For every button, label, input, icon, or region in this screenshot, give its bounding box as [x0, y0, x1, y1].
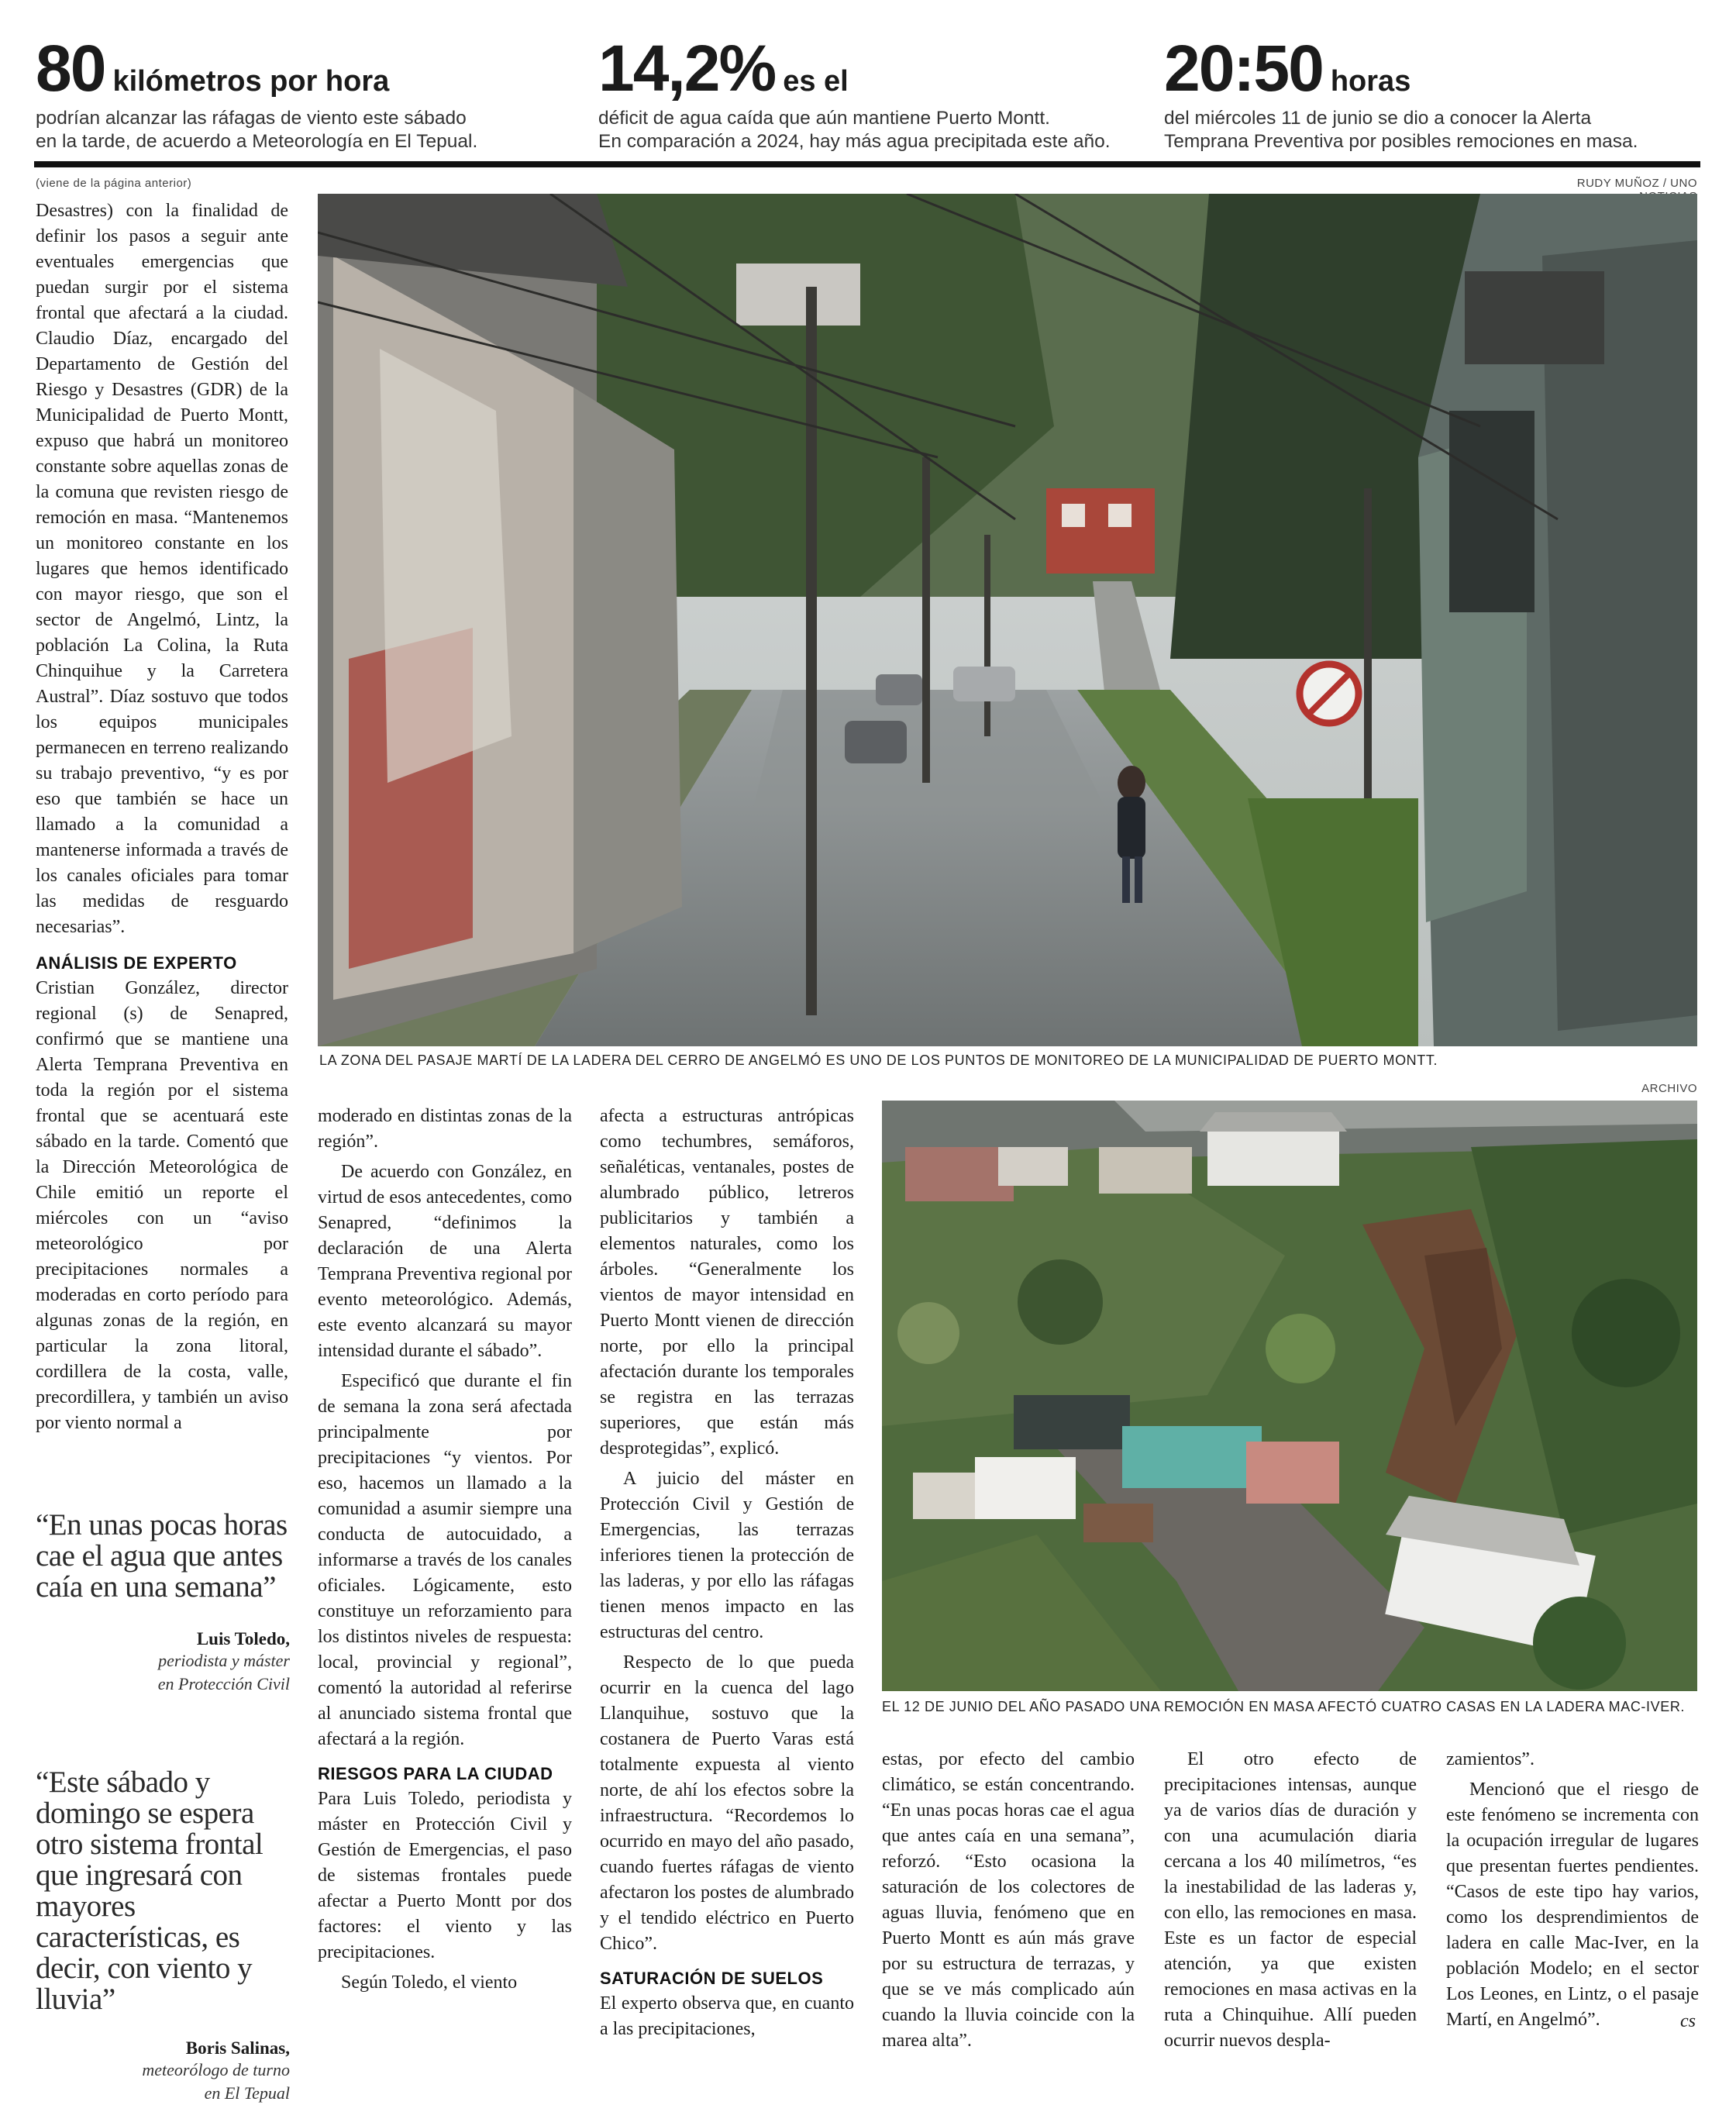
paragraph: Especificó que durante el fin de semana la zona será afectada principalmente por precipitaciones “y vientos. Por eso, hacemos un llamado a la comunidad a asumir siempre una conducta de autocuidado, a informarse a través de los canales oficiales. Lógicamente, esto constituye un reforzamiento para los distintos niveles de respuesta: local, provincial y regional”, comentó la autoridad al referirse al anunciado sistema frontal que afectará a la región. [318, 1371, 572, 1749]
article-column-4 [882, 1747, 1135, 2054]
photo-landslide-mac-iver [882, 1101, 1697, 1691]
quote-text: “En unas pocas horas cae el agua que antes caía en una semana” [36, 1508, 288, 1604]
section-heading: ANÁLISIS DE EXPERTO [36, 953, 237, 973]
quote-author-role: en Protección Civil [157, 1674, 290, 1693]
article-end-mark: cs [1680, 2011, 1696, 2031]
continuation-note: (viene de la página anterior) [36, 177, 192, 190]
quote-text: “Este sábado y domingo se espera otro sistema frontal que ingresará con mayores características, es decir, con viento y lluvia” [36, 1766, 264, 2016]
article-column-6 [1446, 1747, 1699, 2033]
fact-alert-time [1164, 32, 1638, 153]
quote-author-role: periodista y máster [158, 1651, 290, 1670]
fact-desc-line: en la tarde, de acuerdo a Meteorología en El Tepual. [36, 131, 478, 152]
fact-desc-line: déficit de agua caída que aún mantiene Puerto Montt. [598, 108, 1050, 129]
fact-desc-line: podrían alcanzar las ráfagas de viento este sábado [36, 108, 467, 129]
paragraph: Para Luis Toledo, periodista y máster en Protección Civil y Gestión de Emergencias, el paso de sistemas frontales puede afectar a Puerto Montt por dos factores: el viento y las precipitaciones. [318, 1789, 572, 1962]
article-column-3 [600, 1104, 854, 2042]
paragraph: moderado en distintas zonas de la región”. [318, 1106, 572, 1152]
paragraph: Desastres) con la finalidad de definir los pasos a seguir ante eventuales emergencias que puedan surgir por el sistema frontal que afectará a la ciudad. Claudio Díaz, encargado del Departamento de Gestión del Riesgo y Desastres (GDR) de la Municipalidad de Puerto Montt, expuso que habrá un monitoreo constante sobre aquellas zonas de la comuna que revisten riesgo de remoción en masa. “Mantenemos un monitoreo constante en los lugares que hemos identificado con mayor riesgo, que son el sector de Angelmó, Lintz, la población La Colina, la Ruta Chinquihue y la Carretera Austral”. Díaz sostuvo que todos los equipos municipales permanecen en terreno realizando su trabajo preventivo, “y es por eso que también se hace un llamado a la comunidad a mantenerse informada a través de los canales oficiales para tomar las medidas de resguardo necesarias”. [36, 201, 288, 937]
paragraph: estas, por efecto del cambio climático, se están concentrando. “En unas pocas horas cae el agua que antes caía en una semana”, reforzó. “Esto ocasiona la saturación de los colectores de aguas lluvia, fenómeno que en Puerto Montt es aún más grave por su estructura de terrazas, y que se ve más complicado aún cuando la lluvia coincide con la marea alta”. [882, 1749, 1135, 2051]
paragraph: Mencionó que el riesgo de este fenómeno se incrementa con la ocupación irregular de lugares que presentan fuertes pendientes. “Casos de este tipo hay varios, como los desprendimientos de ladera en calle Mac-Iver, en la población Modelo; en el sector Los Leones, en Lintz, o el pasaje Martí, en Angelmó”. [1446, 1779, 1699, 2030]
quote-author-role: en El Tepual [204, 2083, 290, 2103]
fact-desc-line: En comparación a 2024, hay más agua precipitada este año. [598, 131, 1111, 152]
fact-wind [36, 32, 478, 153]
paragraph: afecta a estructuras antrópicas como techumbres, semáforos, señaléticas, ventanales, postes de alumbrado público, letreros publicitarios y también a elementos naturales, como los árboles. “Generalmente los vientos de mayor intensidad en Puerto Montt vienen de dirección norte, por ello la principal afectación durante los temporales se registra en las terrazas superiores, que están más desprotegidas”, explicó. [600, 1106, 854, 1459]
top-rule [34, 161, 1700, 167]
fact-unit: es el [783, 65, 849, 98]
section-heading: RIESGOS PARA LA CIUDAD [318, 1764, 553, 1783]
fact-desc-line: Temprana Preventiva por posibles remociones en masa. [1164, 131, 1638, 152]
section-heading: SATURACIÓN DE SUELOS [600, 1969, 824, 1988]
pull-quote [36, 1767, 290, 2105]
paragraph: Respecto de lo que pueda ocurrir en la cuenca del lago Llanquihue, sostuvo que la costanera de Puerto Varas está totalmente expuesta al viento norte, de ahí los efectos sobre la infraestructura. “Recordemos lo ocurrido en mayo del año pasado, cuando fuertes ráfagas de viento afectaron los postes de alumbrado y el tendido eléctrico en Puerto Chico”. [600, 1652, 854, 1954]
fact-number: 80 [36, 32, 105, 105]
paragraph: Cristian González, director regional (s) de Senapred, confirmó que se mantiene una Alerta Temprana Preventiva en toda la región por el sistema frontal que se acentuará este sábado en la tarde. Comentó que la Dirección Meteorológica de Chile emitió un reporte el miércoles con un “aviso meteorológico por precipitaciones normales a moderadas en corto período para algunas zonas de la región, en particular la zona litoral, cordillera de la costa, valle, precordillera, y también un aviso por viento normal a [36, 978, 288, 1433]
paragraph: A juicio del máster en Protección Civil y Gestión de Emergencias, las terrazas inferiores tienen la protección de las laderas, y por ello las ráfagas tienen menos impacto en las estructuras del centro. [600, 1469, 854, 1642]
fact-unit: horas [1330, 65, 1411, 98]
paragraph: De acuerdo con González, en virtud de esos antecedentes, como Senapred, “definimos la declaración de una Alerta Temprana Preventiva regional por evento meteorológico. Además, este evento alcanzará su mayor intensidad durante el sábado”. [318, 1162, 572, 1361]
photo-caption: LA ZONA DEL PASAJE MARTÍ DE LA LADERA DEL CERRO DE ANGELMÓ ES UNO DE LOS PUNTOS DE MONITOREO DE LA MUNICIPALIDAD DE PUERTO MONTT. [319, 1052, 1438, 1068]
quote-author-role: meteorólogo de turno [142, 2060, 290, 2079]
fact-unit: kilómetros por hora [112, 65, 390, 98]
photo-caption: EL 12 DE JUNIO DEL AÑO PASADO UNA REMOCIÓN EN MASA AFECTÓ CUATRO CASAS EN LA LADERA MAC-IVER. [882, 1699, 1686, 1714]
article-column-2 [318, 1104, 572, 1996]
article-column-5 [1164, 1747, 1417, 2054]
photo-credit: RUDY MUÑOZ / UNO [1576, 177, 1697, 190]
article-column-1 [36, 198, 288, 1436]
photo-pasaje-marti [318, 194, 1697, 1046]
paragraph: Según Toledo, el viento [341, 1972, 518, 1993]
fact-number: 14,2% [598, 32, 776, 105]
fact-number: 20:50 [1164, 32, 1323, 105]
paragraph: zamientos”. [1446, 1749, 1534, 1769]
fact-water-deficit [598, 32, 1111, 153]
quote-author: Luis Toledo, [196, 1629, 290, 1649]
paragraph: El experto observa que, en cuanto a las precipitaciones, [600, 1993, 854, 2039]
pull-quote [36, 1510, 290, 1696]
fact-desc-line: del miércoles 11 de junio se dio a conocer la Alerta [1164, 108, 1592, 129]
paragraph: El otro efecto de precipitaciones intensas, aunque ya de varios días de duración y con una acumulación diaria cercana a los 40 milímetros, “es la inestabilidad de las laderas y, con ello, las remociones en masa. Este es un factor de especial atención, ya que existen remociones en masa activas en la ruta a Chinquihue. Allí pueden ocurrir nuevos despla- [1164, 1749, 1417, 2051]
quote-author: Boris Salinas, [185, 2038, 290, 2058]
photo-credit: ARCHIVO [1641, 1082, 1697, 1095]
